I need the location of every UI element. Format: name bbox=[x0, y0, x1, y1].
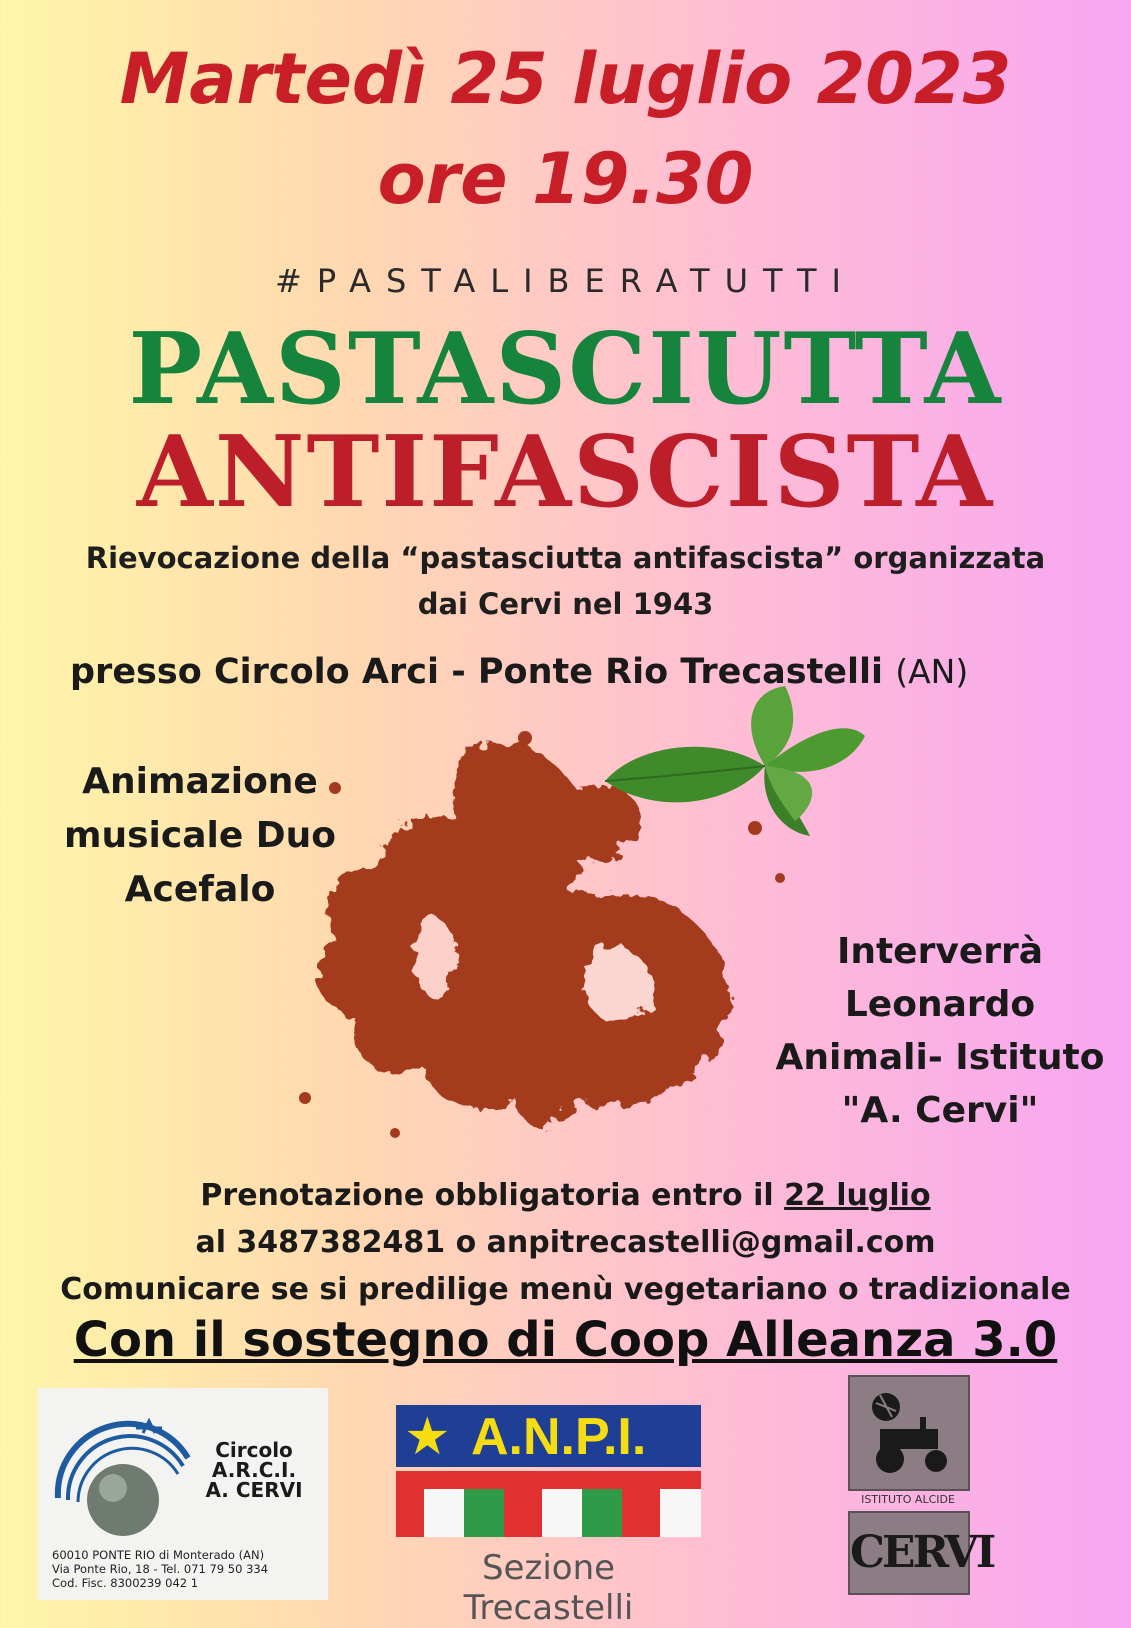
cervi-institute-logo bbox=[848, 1375, 994, 1595]
cervi-emblem bbox=[848, 1375, 970, 1491]
speaker-line-4: "A. Cervi" bbox=[841, 1090, 1039, 1131]
subtitle-line-2: dai Cervi nel 1943 bbox=[417, 587, 714, 621]
speaker-line-2: Leonardo bbox=[844, 984, 1036, 1025]
star-icon: ★ bbox=[404, 1407, 451, 1467]
arci-address bbox=[52, 1548, 327, 1590]
arci-name bbox=[184, 1440, 324, 1500]
title-pastasciutta: PASTASCIUTTA bbox=[128, 312, 1003, 427]
event-time: ore 19.30 bbox=[377, 138, 754, 220]
booking-deadline: 22 luglio bbox=[784, 1178, 931, 1213]
music-line-1: Animazione bbox=[82, 761, 318, 802]
anpi-logo bbox=[396, 1405, 701, 1537]
cervi-name: CERVI bbox=[850, 1527, 994, 1578]
booking-prefix: Prenotazione obbligatoria entro il bbox=[200, 1178, 785, 1213]
venue-province: (AN) bbox=[895, 652, 969, 691]
arci-line-3: A. CERVI bbox=[205, 1478, 303, 1502]
arci-line-2: A.R.C.I. bbox=[211, 1458, 297, 1482]
music-line-3: Acefalo bbox=[124, 869, 276, 910]
subtitle-line-1: Rievocazione della “pastasciutta antifascista” organizzata bbox=[85, 541, 1046, 575]
hashtag: #PASTALIBERATUTTI bbox=[275, 262, 856, 300]
anpi-name: A.N.P.I. bbox=[471, 1408, 647, 1466]
arci-address-1: 60010 PONTE RIO di Monterado (AN) bbox=[52, 1548, 265, 1562]
booking-line-1 bbox=[0, 1172, 1131, 1219]
anpi-banner bbox=[396, 1405, 701, 1467]
booking-contact: al 3487382481 o anpitrecastelli@gmail.com bbox=[195, 1225, 936, 1260]
sponsor-line: Con il sostegno di Coop Alleanza 3.0 bbox=[73, 1312, 1058, 1368]
arci-address-3: Cod. Fisc. 8300239 042 1 bbox=[52, 1576, 199, 1590]
cervi-name-box bbox=[848, 1511, 994, 1595]
music-line-2: musicale Duo bbox=[63, 815, 337, 856]
anpi-section-caption: Sezione Trecastelli bbox=[463, 1548, 634, 1628]
speaker-line-1: Interverrà bbox=[836, 931, 1044, 972]
venue-name: presso Circolo Arci - Ponte Rio Trecastelli bbox=[70, 652, 884, 692]
booking-info bbox=[0, 1172, 1131, 1313]
music-info bbox=[55, 755, 345, 917]
tractor-globe-icon bbox=[850, 1377, 968, 1489]
speaker-line-3: Animali- Istituto bbox=[775, 1037, 1105, 1078]
basil-leaves-illustration bbox=[600, 686, 890, 846]
speaker-info bbox=[770, 925, 1110, 1137]
arci-address-2: Via Ponte Rio, 18 - Tel. 071 79 50 334 bbox=[52, 1562, 269, 1576]
cervi-label: ISTITUTO ALCIDE bbox=[861, 1493, 955, 1506]
anpi-tricolor-stripes bbox=[396, 1471, 701, 1537]
title-antifascista: ANTIFASCISTA bbox=[136, 415, 995, 530]
event-date: Martedì 25 luglio 2023 bbox=[119, 38, 1012, 120]
arci-logo bbox=[38, 1388, 328, 1600]
arci-line-1: Circolo bbox=[215, 1438, 293, 1462]
subtitle bbox=[0, 535, 1131, 627]
booking-menu-note: Comunicare se si predilige menù vegetariano o tradizionale bbox=[60, 1272, 1071, 1307]
